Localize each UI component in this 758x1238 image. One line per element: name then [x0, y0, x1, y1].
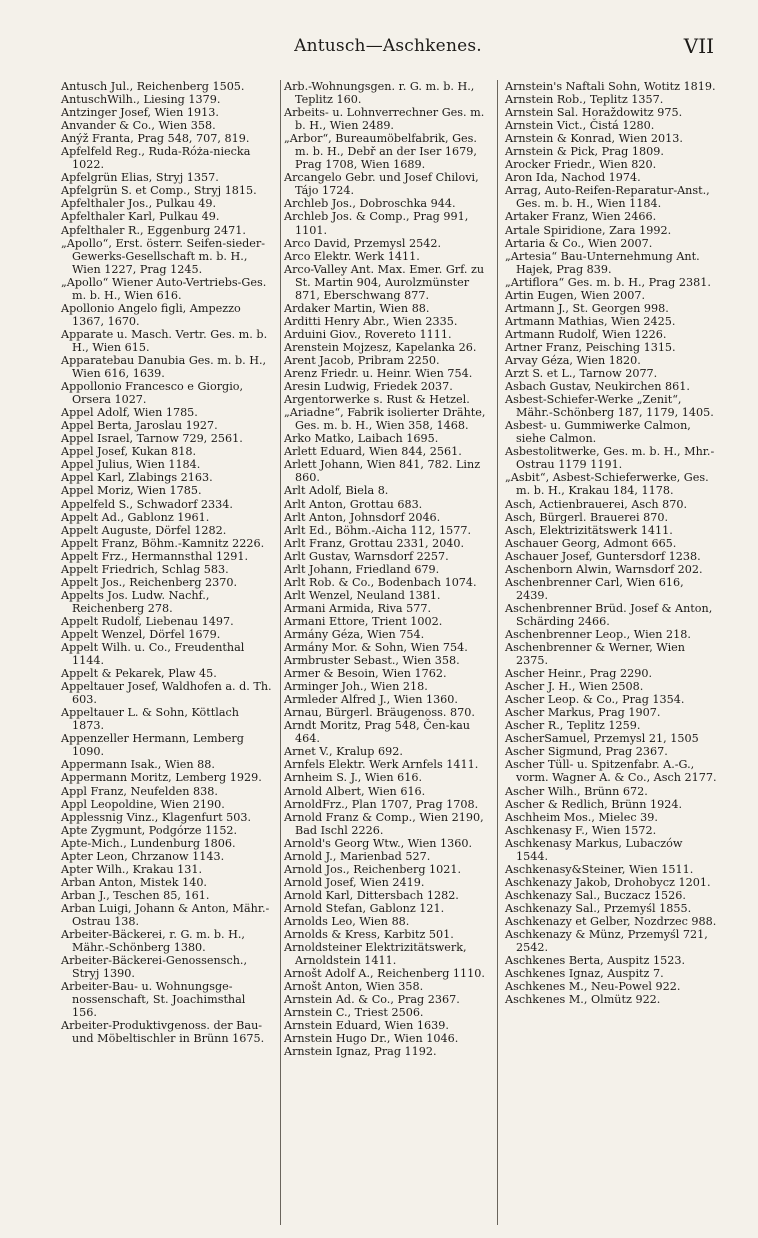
directory-entry: Arnold Albert, Wien 616. [284, 784, 426, 798]
directory-entry: Appel Julius, Wien 1184. [61, 458, 201, 472]
directory-entry: Arnolds Leo, Wien 88. [284, 915, 410, 928]
directory-entry: Ascher Tüll- u. Spitzenfabr. A.-G., vorm. Wagner A. & Co., Asch 2177. [505, 758, 717, 785]
directory-entry: Arnstein Sal. Horaždowitz 975. [505, 106, 683, 120]
directory-entry: Apollonio Angelo figli, Ampezzo 1367, 1670. [61, 301, 241, 328]
directory-entry: Aschenbrenner & Werner, Wien 2375. [505, 641, 686, 668]
directory-entry: Artner Franz, Peisching 1315. [505, 340, 676, 354]
directory-entry: „Arbor“, Bureaumöbelfabrik, Ges. m. b. H., Debř an der Iser 1679, Prag 1708, Wien 1689. [284, 132, 477, 172]
directory-entry: Arnheim S. J., Wien 616. [284, 771, 423, 785]
directory-entry: Armány Mor. & Sohn, Wien 754. [284, 641, 468, 655]
directory-entry: Appelts Jos. Ludw. Nachf., Reichenberg 278. [61, 588, 210, 615]
directory-entry: Arnstein Ad. & Co., Prag 2367. [284, 993, 460, 1007]
directory-entry: Arlt Franz, Grottau 2331, 2040. [284, 536, 465, 550]
directory-entry: Arditti Henry Abr., Wien 2335. [284, 314, 458, 328]
directory-entry: Appelt Wenzel, Dörfel 1679. [61, 627, 221, 641]
directory-entry: Artmann Mathias, Wien 2425. [505, 314, 676, 328]
directory-entry: Arduini Giov., Rovereto 1111. [284, 327, 452, 341]
directory-entry: Arnold Franz & Comp., Wien 2190, Bad Ischl 2226. [284, 810, 484, 837]
directory-entry: Appel Berta, Jaroslau 1927. [61, 419, 218, 433]
directory-entry: Appermann Moritz, Lemberg 1929. [61, 771, 262, 785]
directory-entry: Artmann J., St. Georgen 998. [505, 301, 669, 315]
directory-entry: Appel Josef, Kukan 818. [61, 445, 197, 459]
directory-entry: Arminger Joh., Wien 218. [284, 680, 428, 694]
directory-entry: Aschenbrenner Brüd. Josef & Anton, Schärding 2466. [505, 601, 713, 628]
directory-entry: Apte-Mich., Lundenburg 1806. [61, 836, 236, 850]
directory-entry: Arlett Eduard, Wien 844, 2561. [284, 445, 462, 459]
directory-entry: Artmann Rudolf, Wien 1226. [505, 327, 667, 341]
directory-entry: Arnold Karl, Dittersbach 1282. [284, 888, 459, 902]
directory-entry: Aschkenazy Sal., Buczacz 1526. [505, 888, 686, 902]
directory-entry: Appelt Franz, Böhm.-Kamnitz 2226. [61, 536, 265, 550]
directory-entry: Arco David, Przemysl 2542. [284, 236, 442, 250]
directory-entry: Artaker Franz, Wien 2466. [505, 210, 657, 224]
directory-entry: Arko Matko, Laibach 1695. [284, 432, 439, 446]
directory-entry: Apter Leon, Chrzanow 1143. [61, 849, 225, 863]
directory-entry: Ardaker Martin, Wien 88. [284, 301, 430, 315]
directory-entry: Arban J., Teschen 85, 161. [61, 888, 210, 902]
column-middle [280, 80, 498, 1225]
directory-entry: Arcangelo Gebr. und Josef Chilovi, Tájo 1724. [284, 171, 479, 198]
directory-entry: Ascher R., Teplitz 1259. [505, 719, 641, 733]
directory-entry: Appeltauer L. & Sohn, Köttlach 1873. [61, 706, 239, 733]
directory-entry: Aschkenazy et Gelber, Nozdrzec 988. [505, 915, 717, 928]
directory-entry: „Apollo“ Wiener Auto-Vertriebs-Ges. m. b. H., Wien 616. [61, 275, 267, 302]
column-right [502, 80, 720, 1225]
directory-entry: Arndt Moritz, Prag 548, Čen-kau 464. [284, 719, 471, 746]
directory-entry: Arlt Ed., Böhm.-Aicha 112, 1577. [284, 523, 472, 537]
directory-entry: Arnošt Anton, Wien 358. [284, 980, 424, 994]
directory-entry: Asbest-Schiefer-Werke „Zenit“, Mähr.-Schönberg 187, 1179, 1405. [505, 393, 714, 420]
directory-entry: Arnstein Eduard, Wien 1639. [284, 1019, 449, 1033]
directory-entry: Aschkenes Berta, Auspitz 1523. [505, 954, 686, 968]
directory-entry: Appenzeller Hermann, Lemberg 1090. [61, 732, 244, 759]
directory-entry: Ascher Wilh., Brünn 672. [505, 784, 648, 798]
directory-entry: Armani Armida, Riva 577. [284, 601, 432, 615]
directory-entry: Aron Ida, Nachod 1974. [505, 171, 641, 185]
directory-entry: Appelt Ad., Gablonz 1961. [61, 510, 210, 524]
directory-entry: Arnold's Georg Wtw., Wien 1360. [284, 836, 473, 850]
directory-entry: Appelt & Pekarek, Plaw 45. [61, 667, 217, 681]
directory-entry: Arnold Stefan, Gablonz 121. [284, 901, 445, 915]
directory-entry: Arbeiter-Produktivgenoss. der Bau- und Möbeltischler in Brünn 1675. [61, 1019, 265, 1046]
directory-entry: Arnet V., Kralup 692. [284, 745, 403, 759]
directory-entry: Arenstein Mojzesz, Kapelanka 26. [284, 340, 477, 354]
directory-entry: Arlt Rob. & Co., Bodenbach 1074. [284, 575, 477, 589]
directory-entry: Appelt Friedrich, Schlag 583. [61, 562, 229, 576]
directory-entry: Apfelgrün S. et Comp., Stryj 1815. [61, 184, 257, 198]
directory-entry: Arlt Gustav, Warnsdorf 2257. [284, 549, 449, 563]
directory-entry: Apfelthaler Karl, Pulkau 49. [61, 210, 220, 224]
directory-entry: Asbestolitwerke, Ges. m. b. H., Mhr.-Ostrau 1179 1191. [505, 445, 715, 472]
directory-entry: Anvander & Co., Wien 358. [61, 119, 216, 133]
directory-entry: Arlt Johann, Friedland 679. [284, 562, 440, 576]
directory-entry: Aschkenes M., Olmütz 922. [505, 993, 661, 1007]
directory-entry: Ascher Sigmund, Prag 2367. [505, 745, 668, 759]
directory-entry: Arnold Jos., Reichenberg 1021. [284, 862, 462, 876]
directory-entry: Aschkenazy Sal., Przemyśl 1855. [505, 901, 692, 915]
directory-entry: Apparatebau Danubia Ges. m. b. H., Wien 616, 1639. [61, 353, 267, 381]
directory-entry: Arban Luigi, Johann & Anton, Mähr.-Ostrau 138. [61, 901, 270, 928]
directory-entry: Aschkenasy Markus, Lubaczów 1544. [505, 836, 683, 863]
directory-entry: Arvay Géza, Wien 1820. [505, 353, 641, 367]
directory-entry: Antusch Jul., Reichenberg 1505. [61, 80, 245, 93]
directory-entry: Asbest- u. Gummiwerke Calmon, siehe Calmon. [505, 419, 691, 446]
directory-entry: Arbeiter-Bau- u. Wohnungsge-nossenschaft, St. Joachimsthal 156. [61, 980, 246, 1020]
directory-entry: Armleder Alfred J., Wien 1360. [284, 693, 458, 707]
directory-entry: AntuschWilh., Liesing 1379. [61, 93, 221, 107]
directory-entry: Arlt Adolf, Biela 8. [284, 484, 389, 498]
directory-entry: Arbeiter-Bäckerei-Genossensch., Stryj 1390. [61, 954, 248, 981]
directory-entry: Applessnig Vinz., Klagenfurt 503. [61, 810, 252, 824]
directory-columns [58, 80, 720, 1225]
directory-entry: Armány Géza, Wien 754. [284, 627, 425, 641]
directory-entry: Anýž Franta, Prag 548, 707, 819. [61, 132, 250, 146]
directory-entry: Appelt Frz., Hermannsthal 1291. [61, 549, 249, 563]
directory-entry: Apfelthaler R., Eggenburg 2471. [61, 223, 246, 237]
page-title: Antusch—Aschkenes. [294, 36, 482, 56]
directory-entry: Aschkenazy & Münz, Przemyśl 721, 2542. [505, 928, 708, 955]
directory-entry: Appelt Jos., Reichenberg 2370. [61, 575, 238, 589]
directory-entry: Appl Leopoldine, Wien 2190. [61, 797, 225, 811]
directory-entry: Appeltauer Josef, Waldhofen a. d. Th. 603. [61, 680, 272, 707]
directory-entry: Aschkenasy F., Wien 1572. [505, 823, 657, 837]
directory-entry: Apparate u. Masch. Vertr. Ges. m. b. H., Wien 615. [61, 327, 268, 354]
directory-entry: „Asbit“, Asbest-Schieferwerke, Ges. m. b. H., Krakau 184, 1178. [505, 471, 709, 498]
directory-entry: Arnstein Rob., Teplitz 1357. [505, 93, 664, 107]
directory-entry: Apfelgrün Elias, Stryj 1357. [61, 171, 219, 185]
directory-entry: Armani Ettore, Trient 1002. [284, 614, 443, 628]
directory-entry: Appel Karl, Zlabings 2163. [61, 471, 213, 485]
column-left [58, 80, 276, 1225]
directory-entry: Aschauer Georg, Admont 665. [505, 536, 677, 550]
directory-entry: Aschkenes M., Neu-Powel 922. [505, 980, 681, 994]
directory-entry: Arnstein & Pick, Prag 1809. [505, 145, 664, 159]
directory-entry: Aresin Ludwig, Friedek 2037. [284, 380, 453, 394]
directory-entry: Aschkenasy&Steiner, Wien 1511. [505, 862, 694, 876]
directory-entry: Archleb Jos., Dobroschka 944. [284, 197, 456, 211]
directory-entry: „Artesia“ Bau-Unternehmung Ant. Hajek, Prag 839. [505, 249, 700, 276]
directory-entry: Apte Zygmunt, Podgórze 1152. [61, 823, 238, 837]
directory-entry: Appollonio Francesco e Giorgio, Orsera 1027. [61, 380, 244, 407]
directory-entry: Arnolds & Kress, Karbitz 501. [284, 928, 454, 942]
directory-entry: Artin Eugen, Wien 2007. [505, 288, 646, 302]
directory-entry: Appelfeld S., Schwadorf 2334. [61, 497, 233, 511]
directory-entry: AscherSamuel, Przemysl 21, 1505 [505, 732, 699, 746]
directory-entry: Arzt S. et L., Tarnow 2077. [505, 367, 658, 381]
directory-entry: Appel Israel, Tarnow 729, 2561. [61, 432, 243, 446]
directory-entry: Arlett Johann, Wien 841, 782. Linz 860. [284, 458, 481, 485]
directory-entry: Ascher J. H., Wien 2508. [505, 680, 644, 694]
directory-entry: Argentorwerke s. Rust & Hetzel. [284, 393, 470, 407]
directory-entry: Appelt Wilh. u. Co., Freudenthal 1144. [61, 641, 245, 668]
directory-entry: Arent Jacob, Pribram 2250. [284, 353, 440, 367]
directory-entry: Apter Wilh., Krakau 131. [61, 862, 203, 876]
directory-entry: Arenz Friedr. u. Heinr. Wien 754. [284, 367, 473, 381]
directory-entry: Antzinger Josef, Wien 1913. [61, 106, 219, 120]
directory-entry: Arnold Josef, Wien 2419. [284, 875, 425, 889]
directory-entry: Arlt Anton, Johnsdorf 2046. [284, 510, 441, 524]
directory-entry: Apfelfeld Reg., Ruda-Róża-niecka 1022. [61, 145, 251, 172]
directory-entry: Arnoldsteiner Elektrizitätswerk, Arnoldstein 1411. [284, 941, 467, 968]
directory-entry: Aschkenes Ignaz, Auspitz 7. [505, 967, 664, 981]
directory-entry: Armer & Besoin, Wien 1762. [284, 667, 447, 681]
directory-entry: Armbruster Sebast., Wien 358. [284, 654, 460, 668]
directory-entry: Arocker Friedr., Wien 820. [505, 158, 657, 172]
directory-entry: „Apollo“, Erst. österr. Seifen-sieder-Gewerks-Gesellschaft m. b. H., Wien 1227, Prag 1245. [61, 236, 265, 276]
directory-entry: Aschauer Josef, Guntersdorf 1238. [505, 549, 701, 563]
directory-entry: Arnstein & Konrad, Wien 2013. [505, 132, 683, 146]
directory-entry: Asch, Elektrizitätswerk 1411. [505, 523, 673, 537]
directory-entry: Artaria & Co., Wien 2007. [505, 236, 653, 250]
directory-entry: Arrag, Auto-Reifen-Reparatur-Anst., Ges. m. b. H., Wien 1184. [505, 184, 710, 211]
directory-entry: Arnau, Bürgerl. Bräugenoss. 870. [284, 706, 475, 720]
directory-entry: ArnoldFrz., Plan 1707, Prag 1708. [284, 797, 479, 811]
directory-entry: Ascher Markus, Prag 1907. [505, 706, 661, 720]
directory-entry: Aschheim Mos., Mielec 39. [505, 810, 658, 824]
directory-entry: Aschenbrenner Carl, Wien 616, 2439. [505, 575, 684, 602]
page-number: VII [683, 34, 714, 58]
directory-entry: „Artiflora“ Ges. m. b. H., Prag 2381. [505, 275, 711, 289]
directory-entry: Appel Adolf, Wien 1785. [61, 406, 198, 420]
directory-entry: Arnstein Hugo Dr., Wien 1046. [284, 1032, 459, 1046]
directory-entry: Artale Spiridione, Zara 1992. [505, 223, 672, 237]
directory-entry: Arban Anton, Mistek 140. [61, 875, 207, 889]
page-header [58, 30, 718, 64]
directory-entry: Arnstein Vict., Čistá 1280. [505, 119, 655, 133]
directory-entry: Arnstein C., Triest 2506. [284, 1006, 424, 1020]
directory-entry: Arbeiter-Bäckerei, r. G. m. b. H., Mähr.-Schönberg 1380. [61, 928, 245, 955]
directory-entry: Asbach Gustav, Neukirchen 861. [505, 380, 690, 394]
directory-entry: Arco-Valley Ant. Max. Emer. Grf. zu St. Martin 904, Aurolzmünster 871, Eberschwang 877. [284, 262, 485, 302]
directory-entry: Arlt Wenzel, Neuland 1381. [284, 588, 441, 602]
directory-entry: Archleb Jos. & Comp., Prag 991, 1101. [284, 210, 469, 237]
directory-entry: Asch, Bürgerl. Brauerei 870. [505, 510, 669, 524]
directory-entry: Appel Moriz, Wien 1785. [61, 484, 202, 498]
directory-entry: Arnold J., Marienbad 527. [284, 849, 431, 863]
directory-entry: Arbeits- u. Lohnverrechner Ges. m. b. H., Wien 2489. [284, 106, 485, 133]
directory-entry: Arnstein Ignaz, Prag 1192. [284, 1045, 437, 1059]
directory-entry: Arnošt Adolf A., Reichenberg 1110. [284, 967, 485, 981]
directory-entry: Appelt Rudolf, Liebenau 1497. [61, 614, 234, 628]
directory-entry: Appl Franz, Neufelden 838. [61, 784, 218, 798]
directory-entry: Arco Elektr. Werk 1411. [284, 249, 420, 263]
directory-entry: Aschkenazy Jakob, Drohobycz 1201. [505, 875, 711, 889]
directory-entry: Ascher Heinr., Prag 2290. [505, 667, 653, 681]
directory-entry: Apfelthaler Jos., Pulkau 49. [61, 197, 216, 211]
directory-entry: Appelt Auguste, Dörfel 1282. [61, 523, 227, 537]
directory-entry: Arlt Anton, Grottau 683. [284, 497, 423, 511]
directory-entry: Arb.-Wohnungsgen. r. G. m. b. H., Teplitz 160. [284, 80, 475, 107]
directory-entry: Arnfels Elektr. Werk Arnfels 1411. [284, 758, 479, 772]
directory-entry: „Ariadne“, Fabrik isolierter Drähte, Ges. m. b. H., Wien 358, 1468. [284, 406, 486, 433]
directory-entry: Appermann Isak., Wien 88. [61, 758, 215, 772]
directory-entry: Aschenborn Alwin, Warnsdorf 202. [505, 562, 703, 576]
directory-entry: Asch, Actienbrauerei, Asch 870. [505, 497, 688, 511]
directory-entry: Ascher Leop. & Co., Prag 1354. [505, 693, 685, 707]
directory-entry: Aschenbrenner Leop., Wien 218. [505, 627, 691, 641]
directory-entry: Arnstein's Naftali Sohn, Wotitz 1819. [505, 80, 716, 93]
directory-entry: Ascher & Redlich, Brünn 1924. [505, 797, 683, 811]
